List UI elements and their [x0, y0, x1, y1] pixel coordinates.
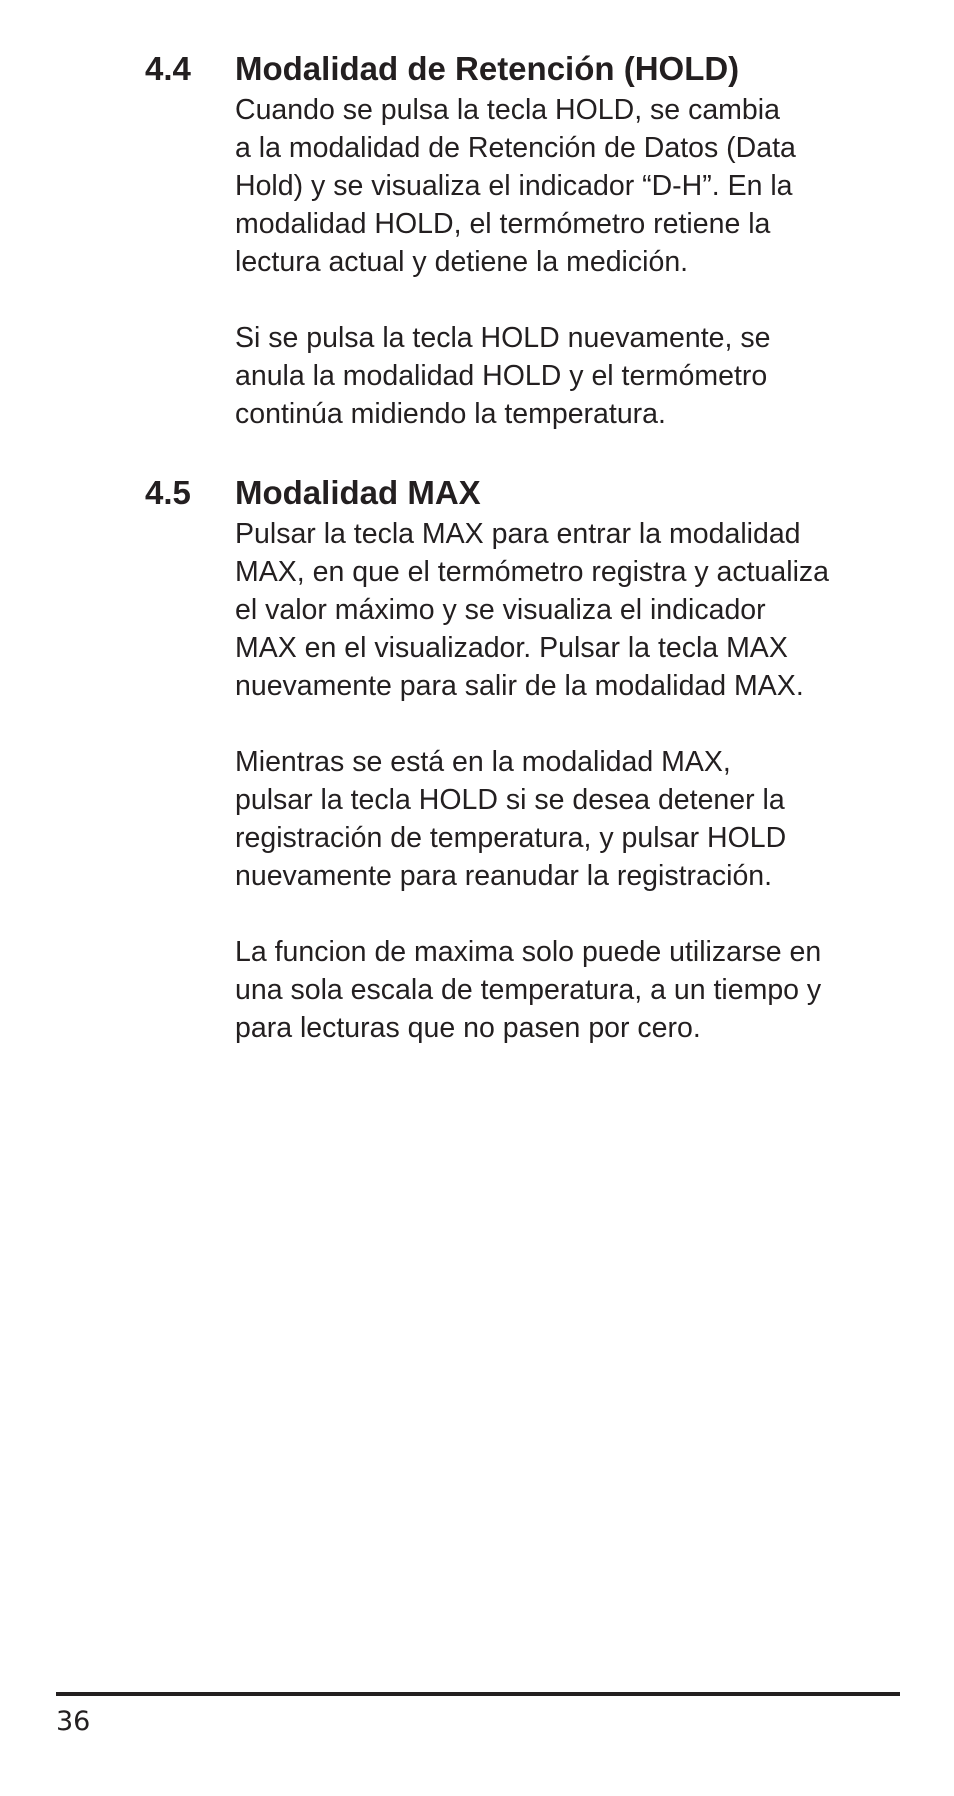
text-line: MAX, en que el termómetro registra y actualiza [235, 556, 830, 588]
paragraph-max-limits [235, 933, 935, 1047]
text-line: La funcion de maxima solo puede utilizarse en [235, 936, 822, 968]
section-max-mode [145, 471, 935, 1047]
text-line: Mientras se está en la modalidad MAX, [235, 746, 731, 778]
text-line: Pulsar la tecla MAX para entrar la modalidad [235, 518, 801, 550]
section-heading [145, 47, 935, 91]
text-line: continúa midiendo la temperatura. [235, 398, 666, 430]
footer-divider [56, 1692, 900, 1696]
page-number: 36 [56, 1706, 91, 1737]
text-line: lectura actual y detiene la medición. [235, 246, 689, 278]
text-line: registración de temperatura, y pulsar HOLD [235, 822, 787, 854]
text-line: Cuando se pulsa la tecla HOLD, se cambia [235, 94, 780, 126]
text-line: Hold) y se visualiza el indicador “D-H”. En la [235, 170, 793, 202]
text-line: pulsar la tecla HOLD si se desea detener la [235, 784, 785, 816]
paragraph-max-hold [235, 743, 935, 895]
section-number: 4.4 [145, 50, 191, 87]
text-line: nuevamente para salir de la modalidad MAX. [235, 670, 804, 702]
text-line: una sola escala de temperatura, a un tiempo y [235, 974, 822, 1006]
paragraph-hold-intro [235, 91, 935, 281]
text-line: para lecturas que no pasen por cero. [235, 1012, 701, 1044]
section-hold-mode [145, 47, 935, 433]
text-line: MAX en el visualizador. Pulsar la tecla MAX [235, 632, 788, 664]
text-line: modalidad HOLD, el termómetro retiene la [235, 208, 771, 240]
text-line: nuevamente para reanudar la registración. [235, 860, 773, 892]
text-line: el valor máximo y se visualiza el indicador [235, 594, 766, 626]
paragraph-max-intro [235, 515, 935, 705]
text-line: anula la modalidad HOLD y el termómetro [235, 360, 768, 392]
section-title: Modalidad de Retención (HOLD) [235, 50, 740, 87]
section-heading [145, 471, 935, 515]
section-number: 4.5 [145, 474, 191, 511]
paragraph-hold-cancel [235, 319, 935, 433]
text-line: Si se pulsa la tecla HOLD nuevamente, se [235, 322, 771, 354]
text-line: a la modalidad de Retención de Datos (Data [235, 132, 796, 164]
section-title: Modalidad MAX [235, 474, 481, 511]
